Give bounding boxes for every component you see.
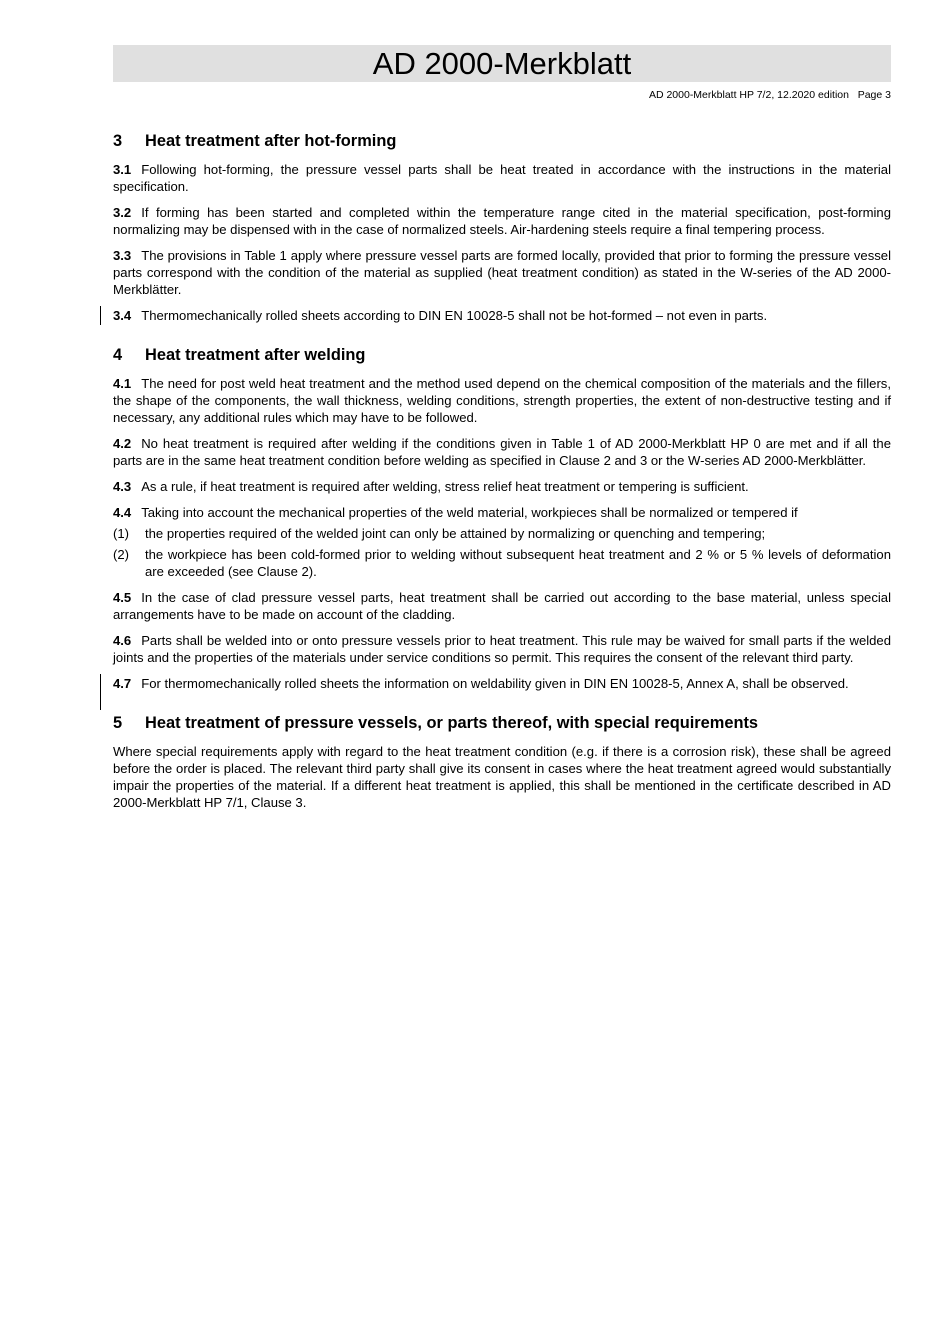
section-4 — [113, 344, 891, 692]
list-item: (1) the properties required of the welded joint can only be attained by normalizing or quenching and tempering; — [113, 526, 766, 541]
section-heading: 3 Heat treatment after hot-forming — [113, 132, 397, 150]
document-header-banner — [113, 45, 891, 82]
document-title: AD 2000-Merkblatt — [372, 46, 632, 81]
paragraph-3-2: 3.2 If forming has been started and completed within the temperature range cited in the material specification, post-forming normalizing may be dispensed with in the case of normalized steels. Air-hardening steels require a final tempering process. — [113, 205, 891, 237]
paragraph-4-6: 4.6 Parts shall be welded into or onto pressure vessels prior to heat treatment. This rule may be waived for small parts if the welded joints and the properties of the materials under service conditions so permit. This requires the consent of the relevant third party. — [113, 633, 891, 665]
paragraph-4-3: 4.3 As a rule, if heat treatment is required after welding, stress relief heat treatment or tempering is sufficient. — [113, 479, 749, 494]
change-bar — [100, 306, 101, 325]
section-heading: 5 Heat treatment of pressure vessels, or parts thereof, with special requirements — [113, 714, 759, 732]
paragraph-4-2: 4.2 No heat treatment is required after welding if the conditions given in Table 1 of AD 2000-Merkblatt HP 0 are met and if all the parts are in the same heat treatment condition before welding as specified in Clause 2 and 3 or the W-series AD 2000-Merkblätter. — [113, 436, 891, 468]
paragraph-4-7: 4.7 For thermomechanically rolled sheets the information on weldability given in DIN EN 10028-5, Annex A, shall be observed. — [113, 675, 891, 692]
paragraph-3-4: 3.4 Thermomechanically rolled sheets according to DIN EN 10028-5 shall not be hot-formed – not even in parts. — [113, 307, 891, 324]
paragraph-4-4: 4.4 Taking into account the mechanical properties of the weld material, workpieces shall be normalized or tempered if — [113, 505, 798, 520]
paragraph-4-5: 4.5 In the case of clad pressure vessel parts, heat treatment shall be carried out according to the base material, unless special arrangements have to be made on account of the cladding. — [113, 590, 891, 622]
list-item: (2) the workpiece has been cold-formed prior to welding without subsequent heat treatment and 2 % or 5 % levels of deformation are exceeded (see Clause 2). — [113, 547, 891, 579]
change-bar — [100, 674, 101, 710]
section-3 — [113, 130, 891, 324]
paragraph-3-1: 3.1 Following hot-forming, the pressure vessel parts shall be heat treated in accordance with the instructions in the material specification. — [113, 162, 891, 194]
section-5 — [113, 712, 891, 811]
section-heading: 4 Heat treatment after welding — [113, 346, 366, 364]
paragraph-3-3: 3.3 The provisions in Table 1 apply where pressure vessel parts are formed locally, provided that prior to forming the pressure vessel parts correspond with the condition of the material as supplied (heat treatment condition) as stated in the W-series of the AD 2000-Merkblätter. — [113, 248, 891, 297]
page-reference: AD 2000-Merkblatt HP 7/2, 12.2020 edition Page 3 — [648, 89, 891, 101]
paragraph-5: Where special requirements apply with regard to the heat treatment condition (e.g. if there is a corrosion risk), these shall be agreed before the order is placed. The relevant third party shall give its consent in cases where the heat treatment agreed would substantially impair the properties of the material. If a different heat treatment is applied, this shall be mentioned in the certificate described in AD 2000-Merkblatt HP 7/1, Clause 3. — [113, 744, 891, 810]
paragraph-4-1: 4.1 The need for post weld heat treatment and the method used depend on the chemical composition of the materials and the fillers, the shape of the components, the wall thickness, welding conditions, strength properties, the extent of non-destructive testing and if necessary, any additional rules which may have to be followed. — [113, 376, 891, 425]
document-body — [113, 130, 891, 831]
